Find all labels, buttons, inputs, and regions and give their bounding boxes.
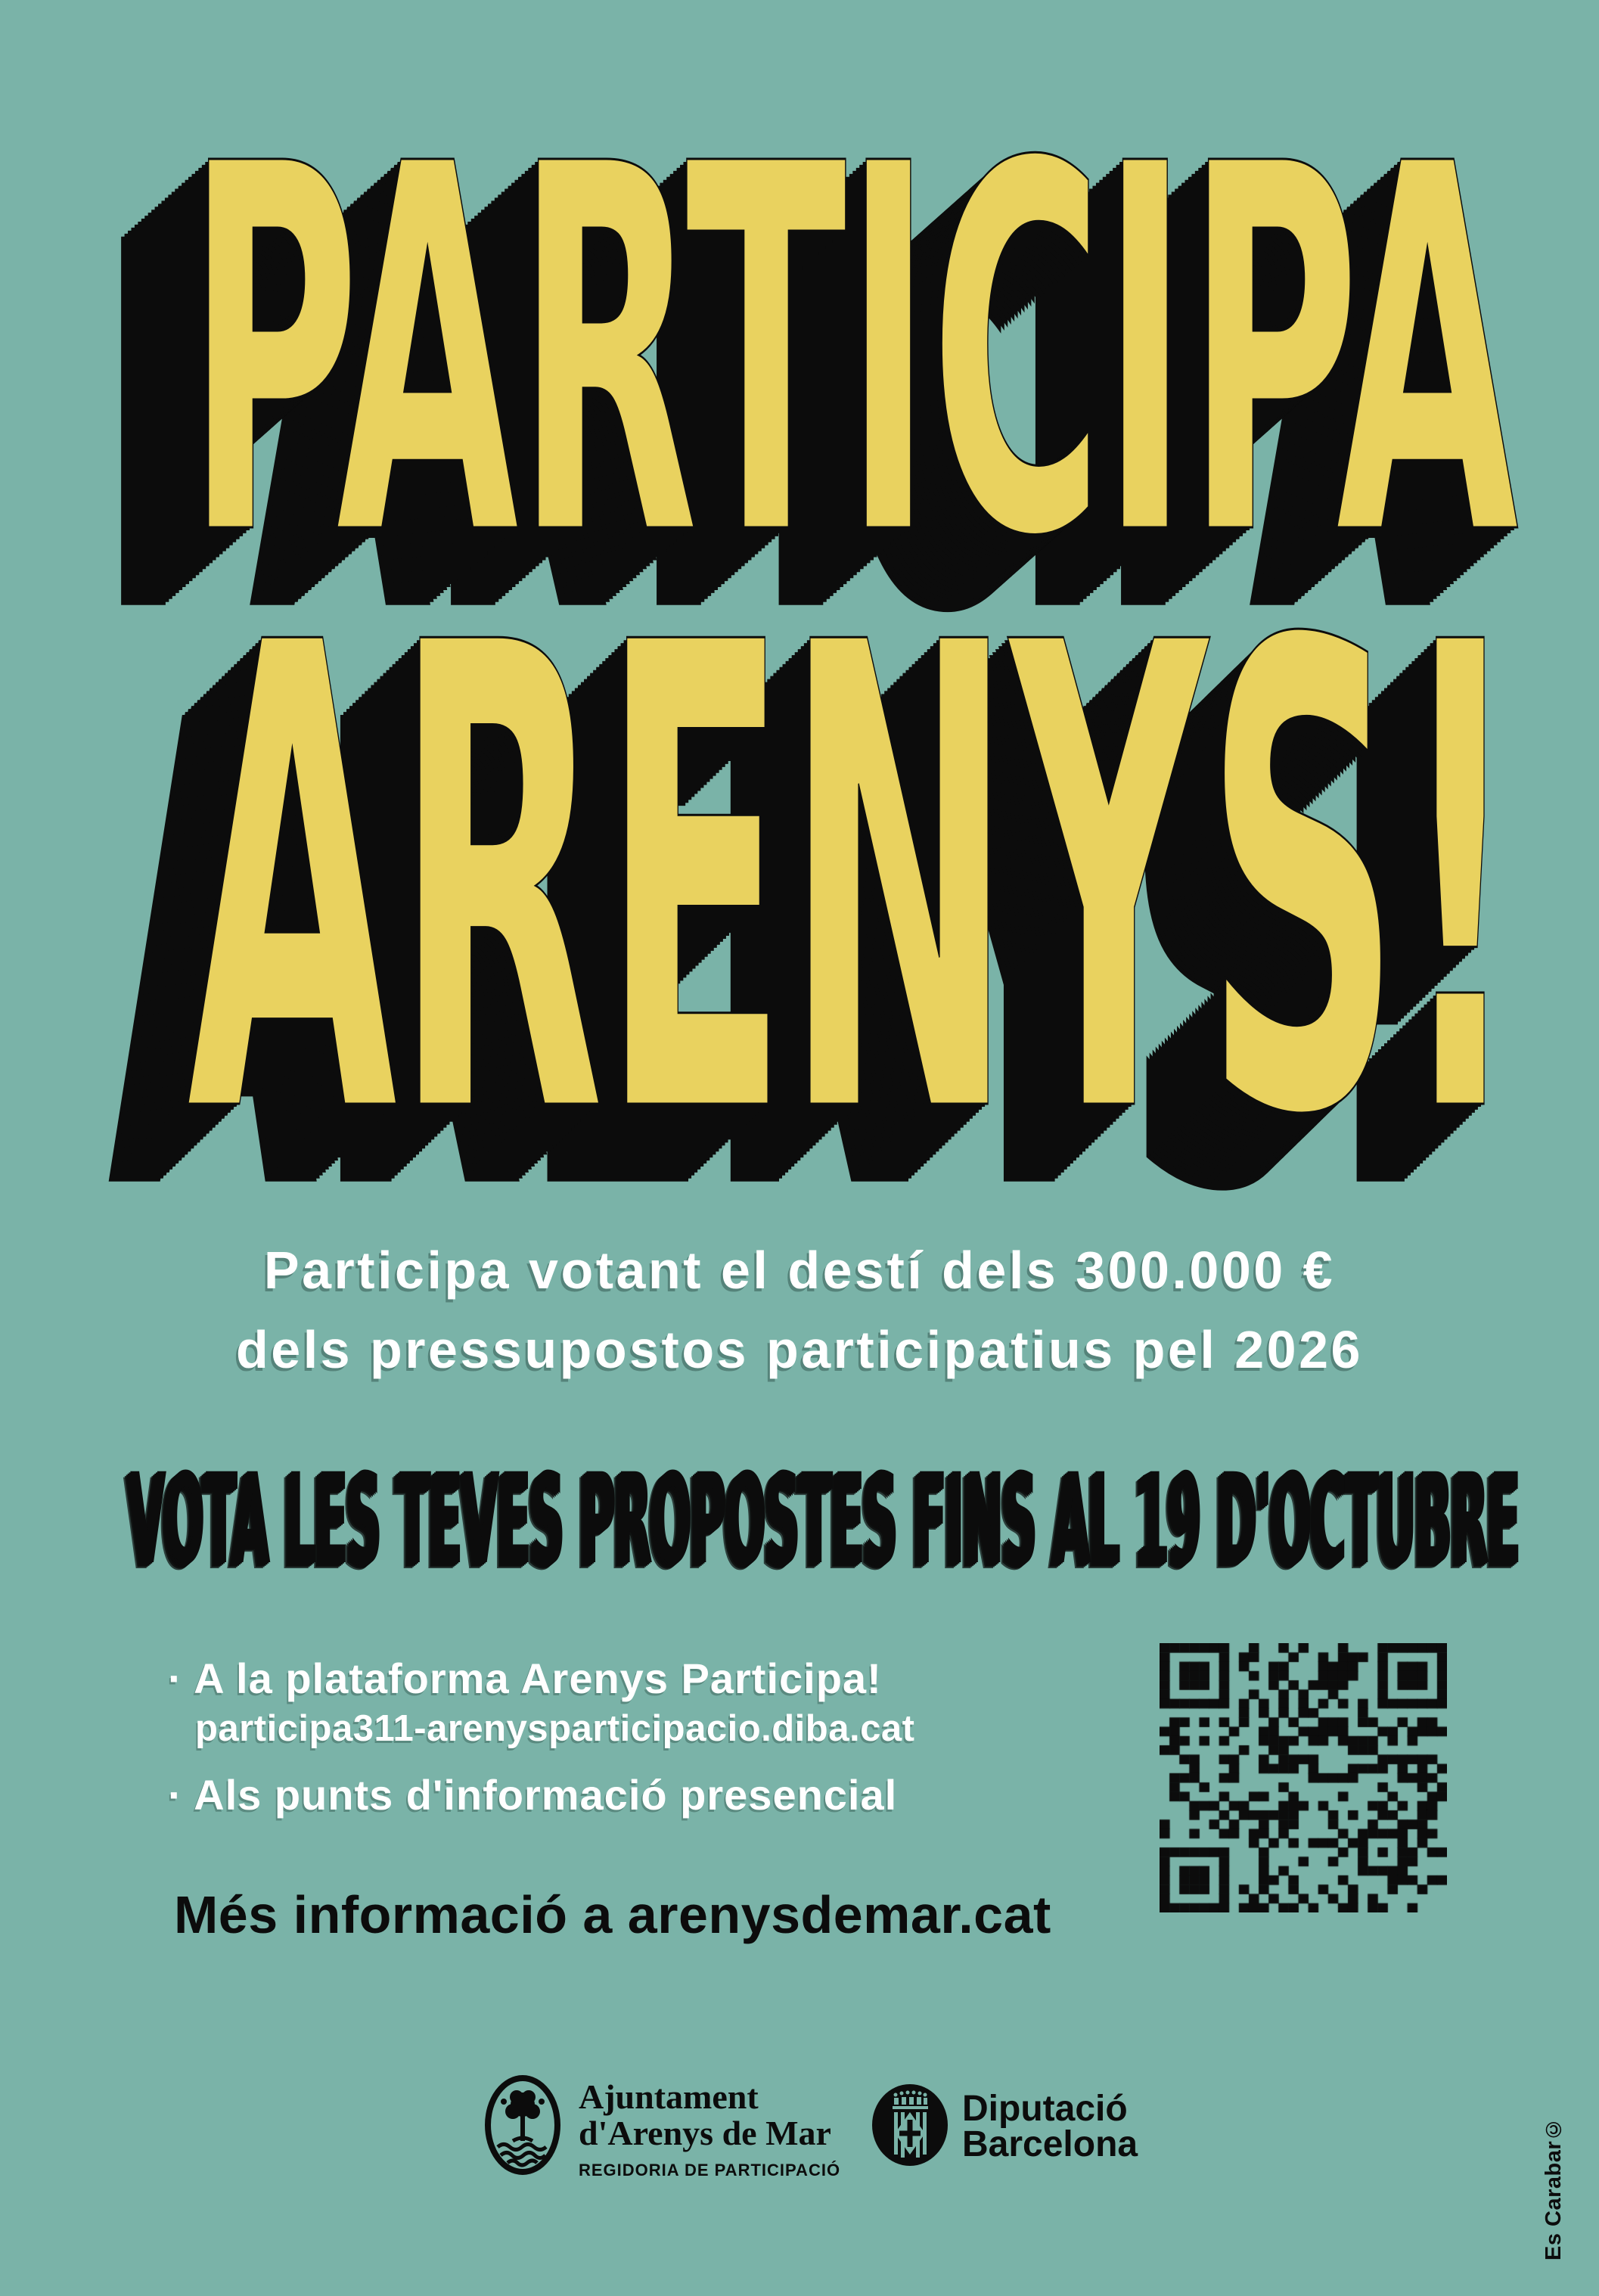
subtitle [0, 1231, 1599, 1390]
diputacio-line1: Diputació [962, 2089, 1128, 2129]
diputacio-line2: Barcelona [962, 2124, 1138, 2164]
platform-url: participa311-arenysparticipacio.diba.cat [195, 1708, 915, 1749]
ajuntament-department: REGIDORIA DE PARTICIPACIÓ [579, 2161, 841, 2179]
qr-code [1160, 1643, 1447, 1912]
headline-participa: PARTICIPA [187, 58, 1517, 647]
ajuntament-line2: d'Arenys de Mar [579, 2114, 831, 2152]
bullet-platform: · A la plataforma Arenys Participa! [168, 1654, 882, 1702]
bullet-presential: · Als punts d'informació presencial [168, 1771, 898, 1819]
ajuntament-wordmark [579, 2079, 840, 2179]
headline-arenys: ARENYS! [187, 510, 1520, 1255]
vote-deadline-banner: VOTA LES TEVES PROPOSTES FINS AL 19 D'OCTUBRE [130, 1446, 1522, 1592]
ajuntament-seal-icon [484, 2074, 561, 2176]
subtitle-line-1: Participa votant el destí dels 300.000 € [263, 1241, 1336, 1300]
ajuntament-line1: Ajuntament [579, 2077, 759, 2116]
subtitle-line-2: dels pressupostos participatius pel 2026 [236, 1320, 1363, 1379]
studio-credit: Es Carabar© [1542, 2116, 1566, 2260]
diputacio-logo-icon [871, 2083, 949, 2167]
more-info-line: Més informació a arenysdemar.cat [174, 1885, 1051, 1944]
diputacio-wordmark [962, 2091, 1138, 2162]
